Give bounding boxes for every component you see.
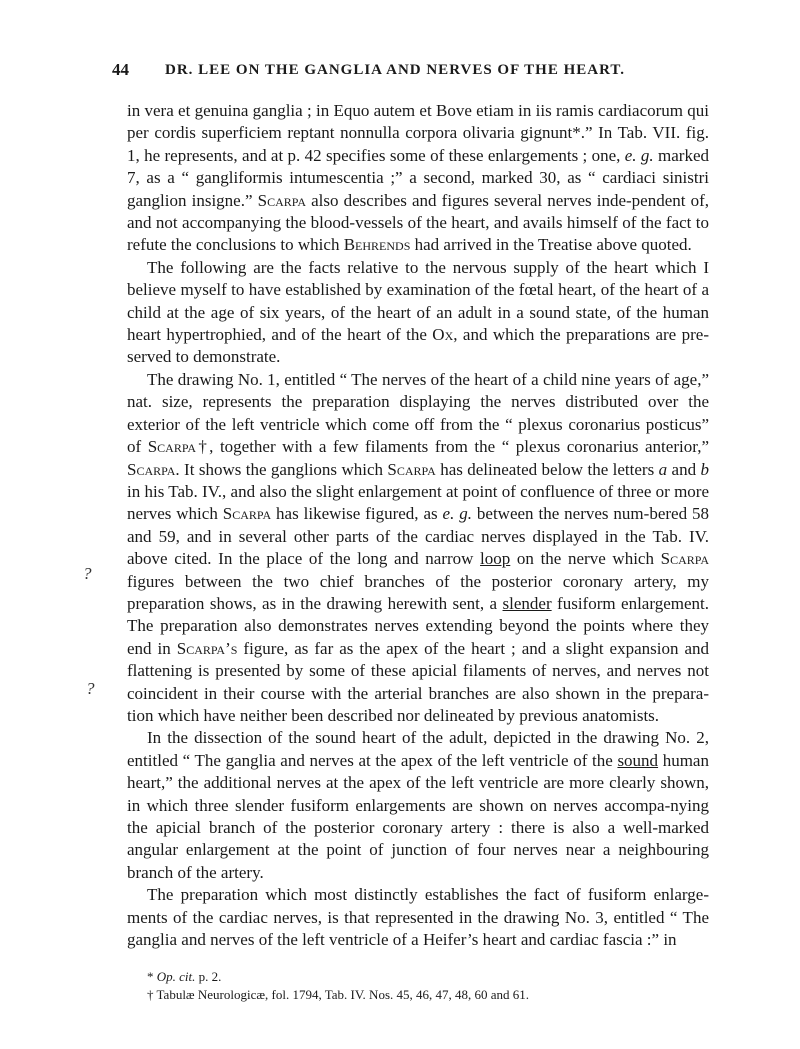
paragraph: The preparation which most distinctly establishes the fact of fusiform enlarge-ments of the cardiac nerves, is that represented in the drawing No. 3, entitled “ The ganglia and nerves of the left ventricle of a Heifer’s heart and cardiac fascia :” in <box>127 885 709 950</box>
footnotes <box>147 968 707 1004</box>
paragraph: in vera et genuina ganglia ; in Equo autem et Bove etiam in iis ramis cardiacorum qui per cordis superficiem reptant nonnulla corpora olivaria gignunt*.” In Tab. VII. fig. 1, he represents, and at p. 42 specifies some of these enlargements ; one, e. g. marked 7, as a “ gangliformis intumescentia ;” a second, marked 30, as “ cardiaci sinistri ganglion insigne.” Scarpa also describes and figures several nerves inde-pendent of, and not accompanying the blood-vessels of the heart, and avails himself of the fact to refute the conclusions to which Behrends had arrived in the Treatise above quoted. <box>127 101 710 255</box>
body-text <box>127 100 709 951</box>
paragraph: In the dissection of the sound heart of the adult, depicted in the drawing No. 2, entitled “ The ganglia and nerves at the apex of the left ventricle of the sound human heart,” the additional nerves at the apex of the left ventricle are more clearly shown, in which three slender fusiform enlargements are shown on nerves accompa-nying the apicial branch of the posterior coronary artery : there is also a well-marked angular enlargement at the point of junction of four nerves near a neighbouring branch of the artery. <box>127 728 709 882</box>
page-number: 44 <box>112 60 129 79</box>
margin-annotation: ? <box>83 564 92 583</box>
page-header <box>112 60 697 84</box>
paragraph: The drawing No. 1, entitled “ The nerves of the heart of a child nine years of age,” nat. size, represents the preparation displaying the nerves distributed over the exterior of the left ventricle which come off from the “ plexus coronarius posticus” of Scarpa†, together with a few filaments from the “ plexus coronarius anterior,” Scarpa. It shows the ganglions which Scarpa has delineated below the letters a and b in his Tab. IV., and also the slight enlargement at point of confluence of three or more nerves which Scarpa has likewise figured, as e. g. between the nerves num-bered 58 and 59, and in several other parts of the cardiac nerves displayed in the Tab. IV. above cited. In the place of the long and narrow loop on the nerve which Scarpa figures between the two chief branches of the posterior coronary artery, my preparation shows, as in the drawing herewith sent, a slender fusiform enlargement. The preparation also demonstrates nerves extending beyond the points where they end in Scarpa’s figure, as far as the apex of the heart ; and a slight expansion and flattening is presented by some of these apicial filaments of nerves, and nerves not coincident in their course with the arterial branches are also shown in the prepara-tion which have neither been described nor delineated by previous anatomists. <box>127 369 709 725</box>
footnote: * Op. cit. p. 2. <box>147 969 222 984</box>
paragraph: The following are the facts relative to the nervous supply of the heart which I believe myself to have established by examination of the fœtal heart, of the heart of a child at the age of six years, of the heart of an adult in a sound state, of the human heart hypertrophied, and of the heart of the Ox, and which the preparations are pre-served to demonstrate. <box>127 257 709 367</box>
margin-annotation: ? <box>86 679 95 698</box>
footnote: † Tabulæ Neurologicæ, fol. 1794, Tab. IV. Nos. 45, 46, 47, 48, 60 and 61. <box>147 987 530 1002</box>
running-head: DR. LEE ON THE GANGLIA AND NERVES OF THE HEART. <box>165 62 626 78</box>
